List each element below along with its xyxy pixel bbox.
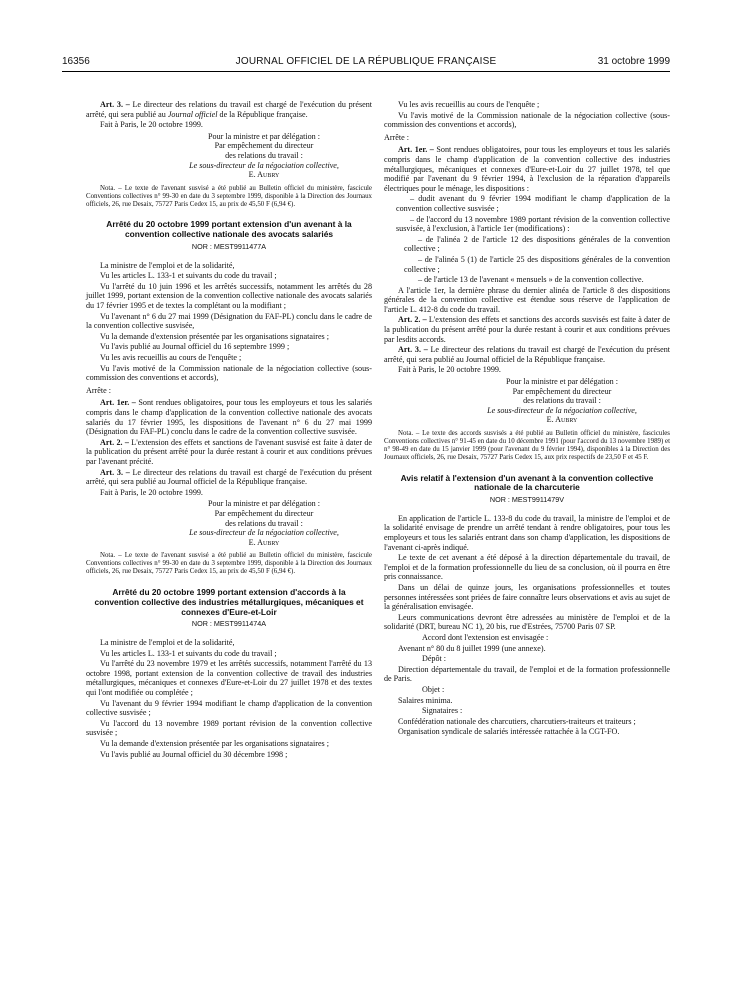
page-header — [62, 56, 670, 70]
paragraph: Leurs communications devront être adressées au ministère de l'emploi et de la solidarité (DRT, bureau NC 1), 20 bis, rue d'Estrées, 75700 Paris 07 SP. — [384, 612, 670, 632]
article-2: Art. 2. – L'extension des effets et sanctions de l'avenant susvisé est faite à dater de la publication du présent arrêté pour la durée restant à courir et aux conditions prévues par l'avenant précité. — [86, 437, 372, 466]
signature-block: Pour la ministre et par délégation : Par empêchement du directeur des relations du travail : Le sous-directeur de la négociation collective, E. Aubry — [487, 377, 637, 425]
fait-a-paris: Fait à Paris, le 20 octobre 1999. — [100, 487, 203, 497]
page-number: 16356 — [62, 56, 90, 67]
nor-reference: NOR : MESТ9911477A — [191, 242, 267, 252]
header-rule — [62, 71, 670, 72]
article-3: Art. 3. – Le directeur des relations du travail est chargé de l'exécution du présent arrêté, qui sera publié au Journal officiel de la République française. — [384, 345, 670, 364]
paragraph: Vu la demande d'extension présentée par les organisations signataires ; — [100, 738, 329, 748]
depot-text: Direction départementale du travail, de l'emploi et de la formation professionnelle de Paris. — [384, 664, 670, 684]
paragraph: Vu l'arrêté du 10 juin 1996 et les arrêtés successifs, notamment les arrêtés du 28 juillet 1999, portant extension de la convention collective nationale des avocats salariés du 17 février 1995 et de textes la complétant ou la modifiant ; — [86, 281, 372, 311]
signataire: Organisation syndicale de salariés intéressée rattachée à la CGT-FO. — [398, 727, 620, 737]
fait-a-paris: Fait à Paris, le 20 octobre 1999. — [398, 365, 501, 375]
paragraph: Vu les articles L. 133-1 et suivants du code du travail ; — [100, 648, 277, 658]
paragraph: La ministre de l'emploi et de la solidarité, — [100, 260, 235, 270]
accord-label: Accord dont l'extension est envisagée : — [422, 632, 549, 642]
fait-a-paris: Fait à Paris, le 20 octobre 1999. — [100, 120, 203, 130]
paragraph: En application de l'article L. 133-8 du code du travail, la ministre de l'emploi et de la solidarité envisage de prendre un arrêté tendant à rendre obligatoires, pour tous les employeurs et tous les salariés entrant dans son champ d'application, les dispositions de l'avenant ci-après indiqué. — [384, 513, 670, 552]
paragraph: Le texte de cet avenant a été déposé à la direction départementale du travail, de l'emploi et de la formation professionnelle du lieu de sa conclusion, où il pourra en être pris connaissance. — [384, 553, 670, 582]
right-column — [384, 100, 670, 738]
nor-reference: NOR : MESТ9911479V — [489, 495, 565, 505]
paragraph: Vu l'avis publié au Journal officiel du 16 septembre 1999 ; — [100, 342, 290, 352]
paragraph: Dans un délai de quinze jours, les organisations professionnelles et toutes personnes intéressées sont priées de faire connaître leurs observations et avis au sujet de la généralisation envisagée. — [384, 582, 670, 612]
list-item: – de l'alinéa 5 (1) de l'article 25 des dispositions générales de la convention collective ; — [404, 254, 670, 274]
paragraph: Vu les avis recueillis au cours de l'enquête ; — [100, 353, 242, 362]
article-3: Art. 3. – Le directeur des relations du travail est chargé de l'exécution du présent arrêté, qui sera publié au Journal officiel de la République française. — [86, 467, 372, 487]
paragraph: Vu l'avis motivé de la Commission nationale de la négociation collective (sous-commission des conventions et accords), — [86, 363, 372, 383]
list-item: – de l'accord du 13 novembre 1989 portant révision de la convention collective susvisée, à l'exclusion, à l'article 1er (modifications) : — [396, 214, 670, 234]
signataires-label: Signataires : — [422, 706, 463, 716]
arrete-heading: Arrête : — [86, 385, 111, 395]
article-3: Art. 3. – Le directeur des relations du travail est chargé de l'exécution du présent arrêté, qui sera publié au Journal officiel de la République française. — [86, 100, 372, 119]
paragraph: Vu l'arrêté du 23 novembre 1979 et les arrêtés successifs, notamment l'arrêté du 13 octobre 1998, portant extension de la convention collective de travail des industries métallurgiques, mécaniques et connexes d'Eure-et-Loir du 27 juillet 1978 et des textes qui l'ont modifiée ou complétée ; — [86, 659, 372, 697]
signataire: Confédération nationale des charcutiers, charcutiers-traiteurs et traiteurs ; — [398, 716, 636, 726]
paragraph: A l'article 1er, la dernière phrase du dernier alinéa de l'article 8 des dispositions générales de la convention collective est étendue sous réserve de l'application de l'article L. 412-8 du code du travail. — [384, 285, 670, 314]
paragraph: Vu l'avenant du 9 février 1994 modifiant le champ d'application de la convention collective susvisée ; — [86, 698, 372, 718]
list-item: – de l'alinéa 2 de l'article 12 des dispositions générales de la convention collective ; — [404, 234, 670, 254]
left-column — [86, 100, 372, 760]
objet-text: Salaires minima. — [398, 695, 453, 705]
issue-date: 31 octobre 1999 — [597, 56, 670, 67]
avenant-line: Avenant n° 80 du 8 juillet 1999 (une annexe). — [398, 643, 546, 653]
signature-block: Pour la ministre et par délégation : Par empêchement du directeur des relations du travail : Le sous-directeur de la négociation collective, E. Aubry — [189, 499, 339, 547]
nor-reference: NOR : MESТ9911474A — [191, 619, 267, 629]
paragraph: La ministre de l'emploi et de la solidarité, — [100, 637, 235, 647]
article-2: Art. 2. – L'extension des effets et sanctions des accords susvisés est faite à dater de la publication du présent arrêté pour la durée restant à courir et aux conditions prévues par lesdits accords. — [384, 315, 671, 344]
journal-title: JOURNAL OFFICIEL DE LA RÉPUBLIQUE FRANÇAISE — [235, 56, 497, 67]
decree-title: Arrêté du 20 octobre 1999 portant extension d'un avenant à la convention collective nationale des avocats salariés — [106, 219, 352, 240]
paragraph: Vu l'avis motivé de la Commission nationale de la négociation collective (sous-commission des conventions et accords), — [384, 110, 670, 130]
notice-title: Avis relatif à l'extension d'un avenant à la convention collective nationale de la charcuterie — [400, 472, 654, 493]
depot-label: Dépôt : — [422, 654, 447, 664]
nota: Nota. – Le texte des accords susvisés a été publié au Bulletin officiel du ministère, fascicules Conventions collectives n° 91-45 en date du 10 décembre 1991 (pour l'accord du 13 novembre 1989) et n° 98-49 en date du 15 janvier 1999 (pour l'avenant du 9 février 1994), disponibles à la Direction des Journaux officiels, 26, rue Desaix, 75727 Paris Cedex 15, aux prix respectifs de 23,50 F et 45 F. — [384, 430, 670, 461]
paragraph: Vu l'avis publié au Journal officiel du 30 décembre 1998 ; — [100, 749, 288, 759]
paragraph: Vu l'avenant n° 6 du 27 mai 1999 (Désignation du FAF-PL) conclu dans le cadre de la convention collective susvisée, — [86, 311, 372, 331]
decree-title: Arrêté du 20 octobre 1999 portant extension d'accords à la convention collective des industries métallurgiques, mécaniques et connexes d'Eure-et-Loir — [94, 587, 364, 617]
list-item: – de l'article 13 de l'avenant « mensuels » de la convention collective. — [418, 275, 644, 285]
nota: Nota. – Le texte de l'avenant susvisé a été publié au Bulletin officiel du ministère, fascicule Conventions collectives n° 99-30 en date du 3 septembre 1999, disponible à la Direction des Journaux officiels, 26, rue Desaix, 75727 Paris Cedex 15, au prix de 45,50 F (6,94 €). — [86, 552, 372, 576]
article-1: Art. 1er. – Sont rendues obligatoires, pour tous les employeurs et tous les salariés compris dans le champ d'application de la convention collective nationale des avocats salariés du 17 février 1995, les dispositions de l'avenant n° 6 du 27 mai 1999 (Désignation du FAF-PL) conclu dans le cadre de la convention collective susvisée. — [86, 398, 373, 437]
paragraph: Vu la demande d'extension présentée par les organisations signataires ; — [100, 331, 329, 341]
list-item: – dudit avenant du 9 février 1994 modifiant le champ d'application de la convention collective susvisée ; — [396, 194, 670, 213]
paragraph: Vu l'accord du 13 novembre 1989 portant révision de la convention collective susvisée ; — [86, 718, 372, 738]
paragraph: Vu les articles L. 133-1 et suivants du code du travail ; — [100, 271, 277, 281]
paragraph: Vu les avis recueillis au cours de l'enquête ; — [398, 100, 540, 109]
objet-label: Objet : — [422, 684, 445, 694]
arrete-heading: Arrête : — [384, 132, 409, 142]
article-1: Art. 1er. – Sont rendues obligatoires, pour tous les employeurs et tous les salariés compris dans le champ d'application de la convention collective des industries métallurgiques, mécaniques et connexes d'Eure-et-Loir du 27 juillet 1978, tel que modifié par l'avenant du 9 février 1994, à l'exclusion de la réparation d'appareils électriques pour le ménage, les dispositions : — [384, 145, 671, 193]
signature-block: Pour la ministre et par délégation : Par empêchement du directeur des relations du travail : Le sous-directeur de la négociation collective, E. Aubry — [189, 131, 339, 180]
nota: Nota. – Le texte de l'avenant susvisé a été publié au Bulletin officiel du ministère, fascicule Conventions collectives n° 99-30 en date du 3 septembre 1999, disponible à la Direction des Journaux officiels, 26, rue Desaix, 75727 Paris Cedex 15, au prix de 45,50 F (6,94 €). — [86, 184, 372, 208]
